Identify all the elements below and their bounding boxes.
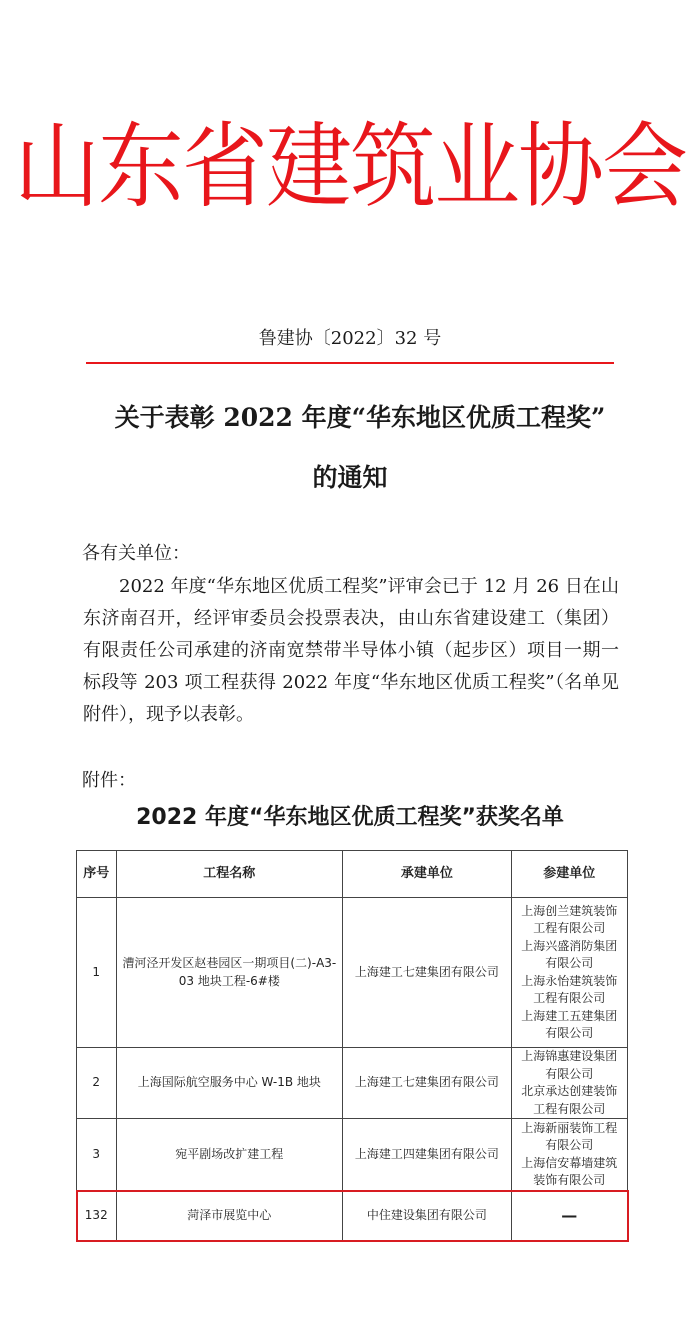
- participant-line: 有限公司: [545, 1138, 594, 1152]
- salutation: 各有关单位：: [82, 543, 190, 564]
- highlight-box: [76, 1190, 629, 1242]
- participant-line: 有限公司: [545, 1026, 594, 1040]
- award-table: [76, 850, 628, 1241]
- participant-line: 有限公司: [545, 1066, 594, 1081]
- header-participants: 参建单位: [511, 851, 627, 898]
- row-no: 3: [77, 1119, 117, 1191]
- header-no: 序号: [77, 851, 117, 898]
- participant-line: 上海永怡建筑装饰: [521, 973, 618, 988]
- table-row: [77, 1048, 628, 1119]
- award-list-title: 2022 年度“华东地区优质工程奖”获奖名单: [136, 805, 564, 830]
- row-contractor: 上海建工七建集团有限公司: [343, 1048, 511, 1119]
- table-row: [77, 898, 628, 1048]
- participant-line: 装饰有限公司: [533, 1173, 606, 1187]
- red-divider: [86, 362, 614, 364]
- row-project: 宛平剧场改扩建工程: [116, 1119, 343, 1191]
- participant-line: 上海创兰建筑装饰: [521, 903, 618, 918]
- row-contractor: 上海建工七建集团有限公司: [343, 898, 511, 1048]
- organization-name: 山东省建筑业协会: [14, 113, 686, 221]
- participant-line: 上海新丽装饰工程: [521, 1120, 618, 1135]
- header-contractor: 承建单位: [343, 851, 511, 898]
- row-no: 132: [77, 1191, 117, 1241]
- row-project: 漕河泾开发区赵巷园区一期项目(二)-A3-03 地块工程-6#楼: [116, 898, 343, 1048]
- participant-line: 北京承达创建装饰: [521, 1084, 618, 1098]
- row-participants: [511, 1048, 627, 1119]
- row-participants: [511, 898, 627, 1048]
- notice-title-line-1: 关于表彰 2022 年度“华东地区优质工程奖”: [114, 403, 606, 432]
- participant-line: 上海锦惠建设集团: [521, 1049, 618, 1063]
- participant-line: 工程有限公司: [533, 1101, 606, 1116]
- notice-paragraph: 2022 年度“华东地区优质工程奖”评审会已于 12 月 26 日在山东济南召开，经评审委员会投票表决，由山东省建设建工（集团）有限责任公司承建的济南宽禁带半导体小镇（起步区）项目一期一标段等 203 项工程获得 2022 年度“华东地区优质工程奖”（名单见附件），现予以表彰。: [83, 576, 619, 725]
- row-project: 菏泽市展览中心: [116, 1191, 343, 1241]
- attachment-label: 附件：: [82, 770, 136, 791]
- row-no: 1: [77, 898, 117, 1048]
- row-no: 2: [77, 1048, 117, 1119]
- table-header-row: [77, 851, 628, 898]
- participant-line: 上海兴盛消防集团: [521, 938, 618, 953]
- participant-line: 有限公司: [545, 956, 594, 970]
- row-contractor: 中住建设集团有限公司: [343, 1191, 511, 1241]
- participant-line: 上海信安幕墙建筑: [521, 1155, 618, 1170]
- table-row: [77, 1119, 628, 1191]
- participant-line: 工程有限公司: [533, 921, 606, 935]
- document-number: 鲁建协〔2022〕32 号: [258, 328, 442, 349]
- notice-title-line-2: 的通知: [312, 463, 388, 492]
- participant-line: 上海建工五建集团: [521, 1008, 618, 1023]
- row-project: 上海国际航空服务中心 W-1B 地块: [116, 1048, 343, 1119]
- row-participants: —: [511, 1191, 627, 1241]
- participant-line: 工程有限公司: [533, 991, 606, 1005]
- row-contractor: 上海建工四建集团有限公司: [343, 1119, 511, 1191]
- row-participants: [511, 1119, 627, 1191]
- header-project: 工程名称: [116, 851, 343, 898]
